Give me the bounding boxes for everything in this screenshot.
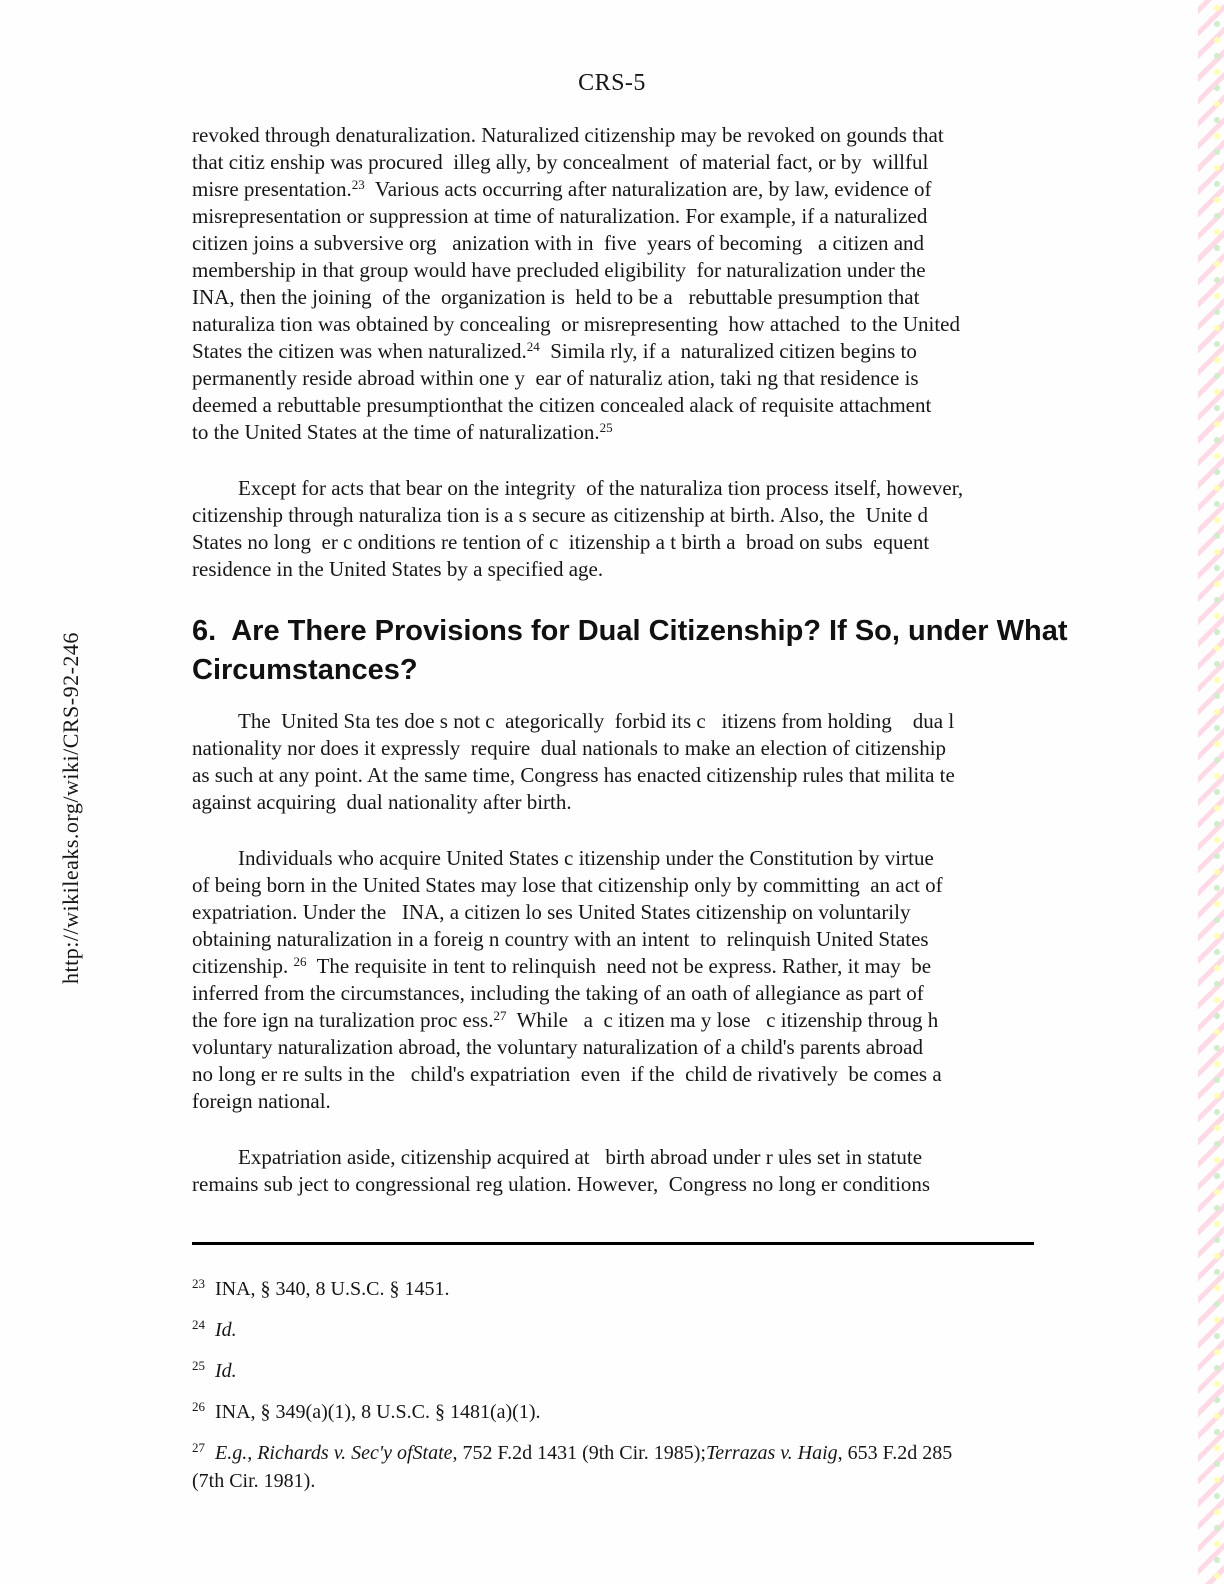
footnote-rule xyxy=(192,1242,1034,1245)
sidebar-url: http://wikileaks.org/wiki/CRS-92-246 xyxy=(58,632,83,984)
text-line: residence in the United States by a specified age. xyxy=(192,557,604,581)
text-line: misrepresentation or suppression at time of naturalization. For example, if a naturalized xyxy=(192,204,928,228)
footnote-marker: 23 xyxy=(351,177,365,192)
text-segment: Richards v. Sec'y ofState xyxy=(257,1442,453,1464)
footnote-line xyxy=(192,1398,1034,1426)
text-line: Individuals who acquire United States c itizenship under the Constitution by virtue xyxy=(238,846,934,870)
footnote-number: 23 xyxy=(192,1276,205,1291)
footnote-marker: 25 xyxy=(599,420,613,435)
footnote-line xyxy=(192,1316,1034,1344)
footnote-marker: 24 xyxy=(526,339,540,354)
text-line: voluntary naturalization abroad, the voluntary naturalization of a child's parents abroad xyxy=(192,1035,923,1059)
text-line: citizenship. $^{26}$ The requisite in tent to relinquish need not be express. Rather, it may be xyxy=(192,954,932,978)
footnote-marker: 26 xyxy=(293,954,307,969)
text-line: against acquiring dual nationality after birth. xyxy=(192,790,572,814)
text-line: remains sub ject to congressional reg ulation. However, Congress no long er conditions xyxy=(192,1172,931,1196)
heading-line: 6. Are There Provisions for Dual Citizenship? If So, under What xyxy=(192,615,1068,647)
text-line: misre presentation.$^{23}$ Various acts occurring after naturalization are, by law, evidence of xyxy=(192,177,932,201)
footnote xyxy=(192,1357,1034,1385)
text-line: Except for acts that bear on the integrity of the naturaliza tion process itself, however, xyxy=(238,476,964,500)
text-line: inferred from the circumstances, including the taking of an oath of allegiance as part of xyxy=(192,981,924,1005)
footnote-number: 27 xyxy=(192,1440,205,1455)
footnote xyxy=(192,1316,1034,1344)
footnote-number: 25 xyxy=(192,1358,205,1373)
text-segment: Id. xyxy=(215,1319,237,1341)
footnote-number: 26 xyxy=(192,1399,205,1414)
text-segment: Id. xyxy=(215,1360,237,1382)
paragraph xyxy=(192,1144,1034,1198)
text-line: Expatriation aside, citizenship acquired at birth abroad under r ules set in statute xyxy=(238,1145,923,1169)
text-line: The United Sta tes doe s not c ategorically forbid its c itizens from holding dua l xyxy=(238,709,955,733)
text-line: membership in that group would have precluded eligibility for naturalization under the xyxy=(192,258,926,282)
text-segment: (7th Cir. 1981). xyxy=(192,1470,316,1492)
heading-line: Circumstances? xyxy=(192,654,418,686)
text-line: foreign national. xyxy=(192,1089,331,1113)
footnote-number: 24 xyxy=(192,1317,205,1332)
paragraph xyxy=(192,475,1034,583)
text-line: no long er re sults in the child's expatriation even if the child de rivatively be comes a xyxy=(192,1062,942,1086)
text-segment: , 653 F.2d 285 xyxy=(837,1442,953,1464)
text-line: that citiz enship was procured illeg ally, by concealment of material fact, or by willful xyxy=(192,150,929,174)
text-line: to the United States at the time of naturalization.$^{25}$ xyxy=(192,420,613,444)
text-line: States no long er c onditions re tention of c itizenship a t birth a broad on subs equent xyxy=(192,530,930,554)
text-line: INA, then the joining of the organization is held to be a rebuttable presumption that xyxy=(192,285,920,309)
body-text xyxy=(192,122,1068,1227)
text-segment: INA, § 349(a)(1), 8 U.S.C. § 1481(a)(1). xyxy=(215,1401,541,1423)
text-line: the fore ign na turalization proc ess.$^{27}$ While a c itizen ma y lose c itizenship throug h xyxy=(192,1008,939,1032)
section-heading xyxy=(192,612,1068,690)
paragraph xyxy=(192,845,1034,1115)
footnote-line xyxy=(192,1467,1034,1495)
paragraph xyxy=(192,708,1034,816)
text-line: citizenship through naturaliza tion is a s secure as citizenship at birth. Also, the Unite d xyxy=(192,503,928,527)
footnote-line xyxy=(192,1439,1034,1467)
footnotes-section xyxy=(192,1242,1034,1508)
text-segment: E.g., xyxy=(215,1442,258,1464)
footnote xyxy=(192,1398,1034,1426)
footnote-line xyxy=(192,1357,1034,1385)
text-line: of being born in the United States may lose that citizenship only by committing an act of xyxy=(192,873,943,897)
page-header: CRS-5 xyxy=(578,70,646,96)
footnote-line xyxy=(192,1275,1034,1303)
text-line: citizen joins a subversive org anization with in five years of becoming a citizen and xyxy=(192,231,925,255)
page-edge-pattern xyxy=(1198,0,1224,1584)
text-line: nationality nor does it expressly require dual nationals to make an election of citizenship xyxy=(192,736,947,760)
text-segment: , 752 F.2d 1431 (9th Cir. 1985); xyxy=(452,1442,706,1464)
text-line: deemed a rebuttable presumptionthat the citizen concealed alack of requisite attachment xyxy=(192,393,932,417)
footnote xyxy=(192,1275,1034,1303)
text-segment: INA, § 340, 8 U.S.C. § 1451. xyxy=(215,1278,450,1300)
paragraph xyxy=(192,122,1034,446)
text-line: permanently reside abroad within one y ear of naturaliz ation, taki ng that residence is xyxy=(192,366,919,390)
text-line: States the citizen was when naturalized.$^{24}$ Simila rly, if a naturalized citizen begins to xyxy=(192,339,917,363)
footnote-marker: 27 xyxy=(493,1008,507,1023)
text-line: revoked through denaturalization. Naturalized citizenship may be revoked on gounds that xyxy=(192,123,944,147)
footnote xyxy=(192,1439,1034,1495)
footnote-list xyxy=(192,1275,1034,1495)
text-line: expatriation. Under the INA, a citizen lo ses United States citizenship on voluntarily xyxy=(192,900,911,924)
text-line: obtaining naturalization in a foreig n country with an intent to relinquish United States xyxy=(192,927,929,951)
text-segment: Terrazas v. Haig xyxy=(705,1442,838,1464)
text-line: as such at any point. At the same time, Congress has enacted citizenship rules that milita te xyxy=(192,763,955,787)
text-line: naturaliza tion was obtained by concealing or misrepresenting how attached to the United xyxy=(192,312,961,336)
